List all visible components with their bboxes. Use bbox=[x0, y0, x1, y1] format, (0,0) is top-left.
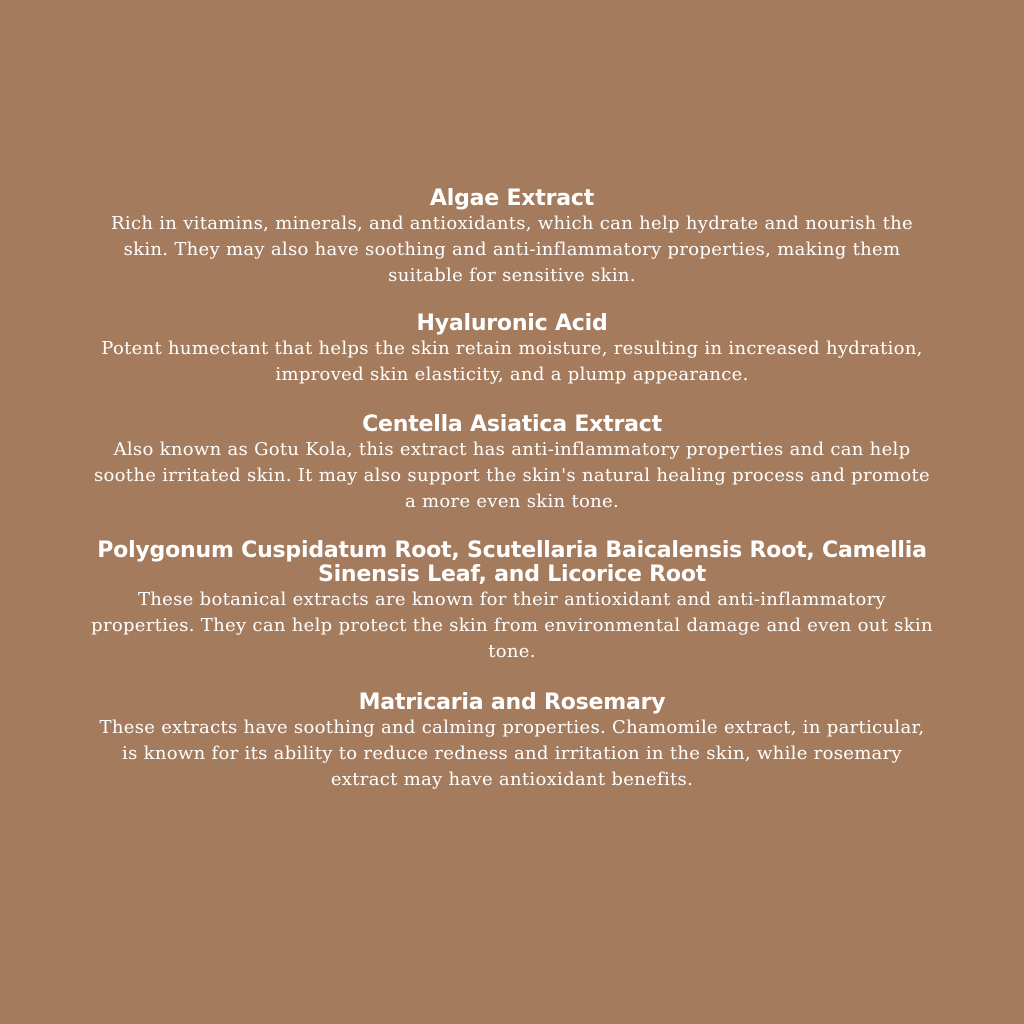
ingredient-description: Potent humectant that helps the skin retain moisture, resulting in increased hydration, improved skin elasticity, and a plump appearance. bbox=[101, 338, 923, 385]
ingredient-section-botanical-roots bbox=[90, 539, 934, 665]
ingredient-section-centella-asiatica bbox=[90, 413, 934, 515]
ingredient-title: Algae Extract bbox=[429, 186, 595, 211]
ingredient-section-algae-extract bbox=[90, 187, 934, 289]
ingredient-title: Centella Asiatica Extract bbox=[362, 412, 662, 437]
ingredient-description: These botanical extracts are known for their antioxidant and anti-inflammatory properties. They can help protect the skin from environmental damage and even out skin tone. bbox=[91, 589, 933, 662]
ingredient-section-hyaluronic-acid bbox=[90, 312, 934, 388]
ingredient-description: These extracts have soothing and calming properties. Chamomile extract, in particular, is known for its ability to reduce redness and irritation in the skin, while rosemary extract may have antioxidant benefits. bbox=[99, 717, 925, 790]
ingredient-description: Rich in vitamins, minerals, and antioxidants, which can help hydrate and nourish the skin. They may also have soothing and anti-inflammatory properties, making them suitable for sensitive skin. bbox=[111, 213, 913, 286]
ingredient-section-matricaria-rosemary bbox=[90, 691, 934, 793]
ingredients-list bbox=[90, 187, 934, 793]
ingredient-title: Polygonum Cuspidatum Root, Scutellaria Baicalensis Root, Camellia Sinensis Leaf, and Licorice Root bbox=[97, 538, 927, 587]
ingredient-description: Also known as Gotu Kola, this extract has anti-inflammatory properties and can help soothe irritated skin. It may also support the skin's natural healing process and promote a more even skin tone. bbox=[94, 439, 930, 512]
ingredient-title: Matricaria and Rosemary bbox=[358, 690, 666, 715]
ingredient-title: Hyaluronic Acid bbox=[416, 311, 608, 336]
